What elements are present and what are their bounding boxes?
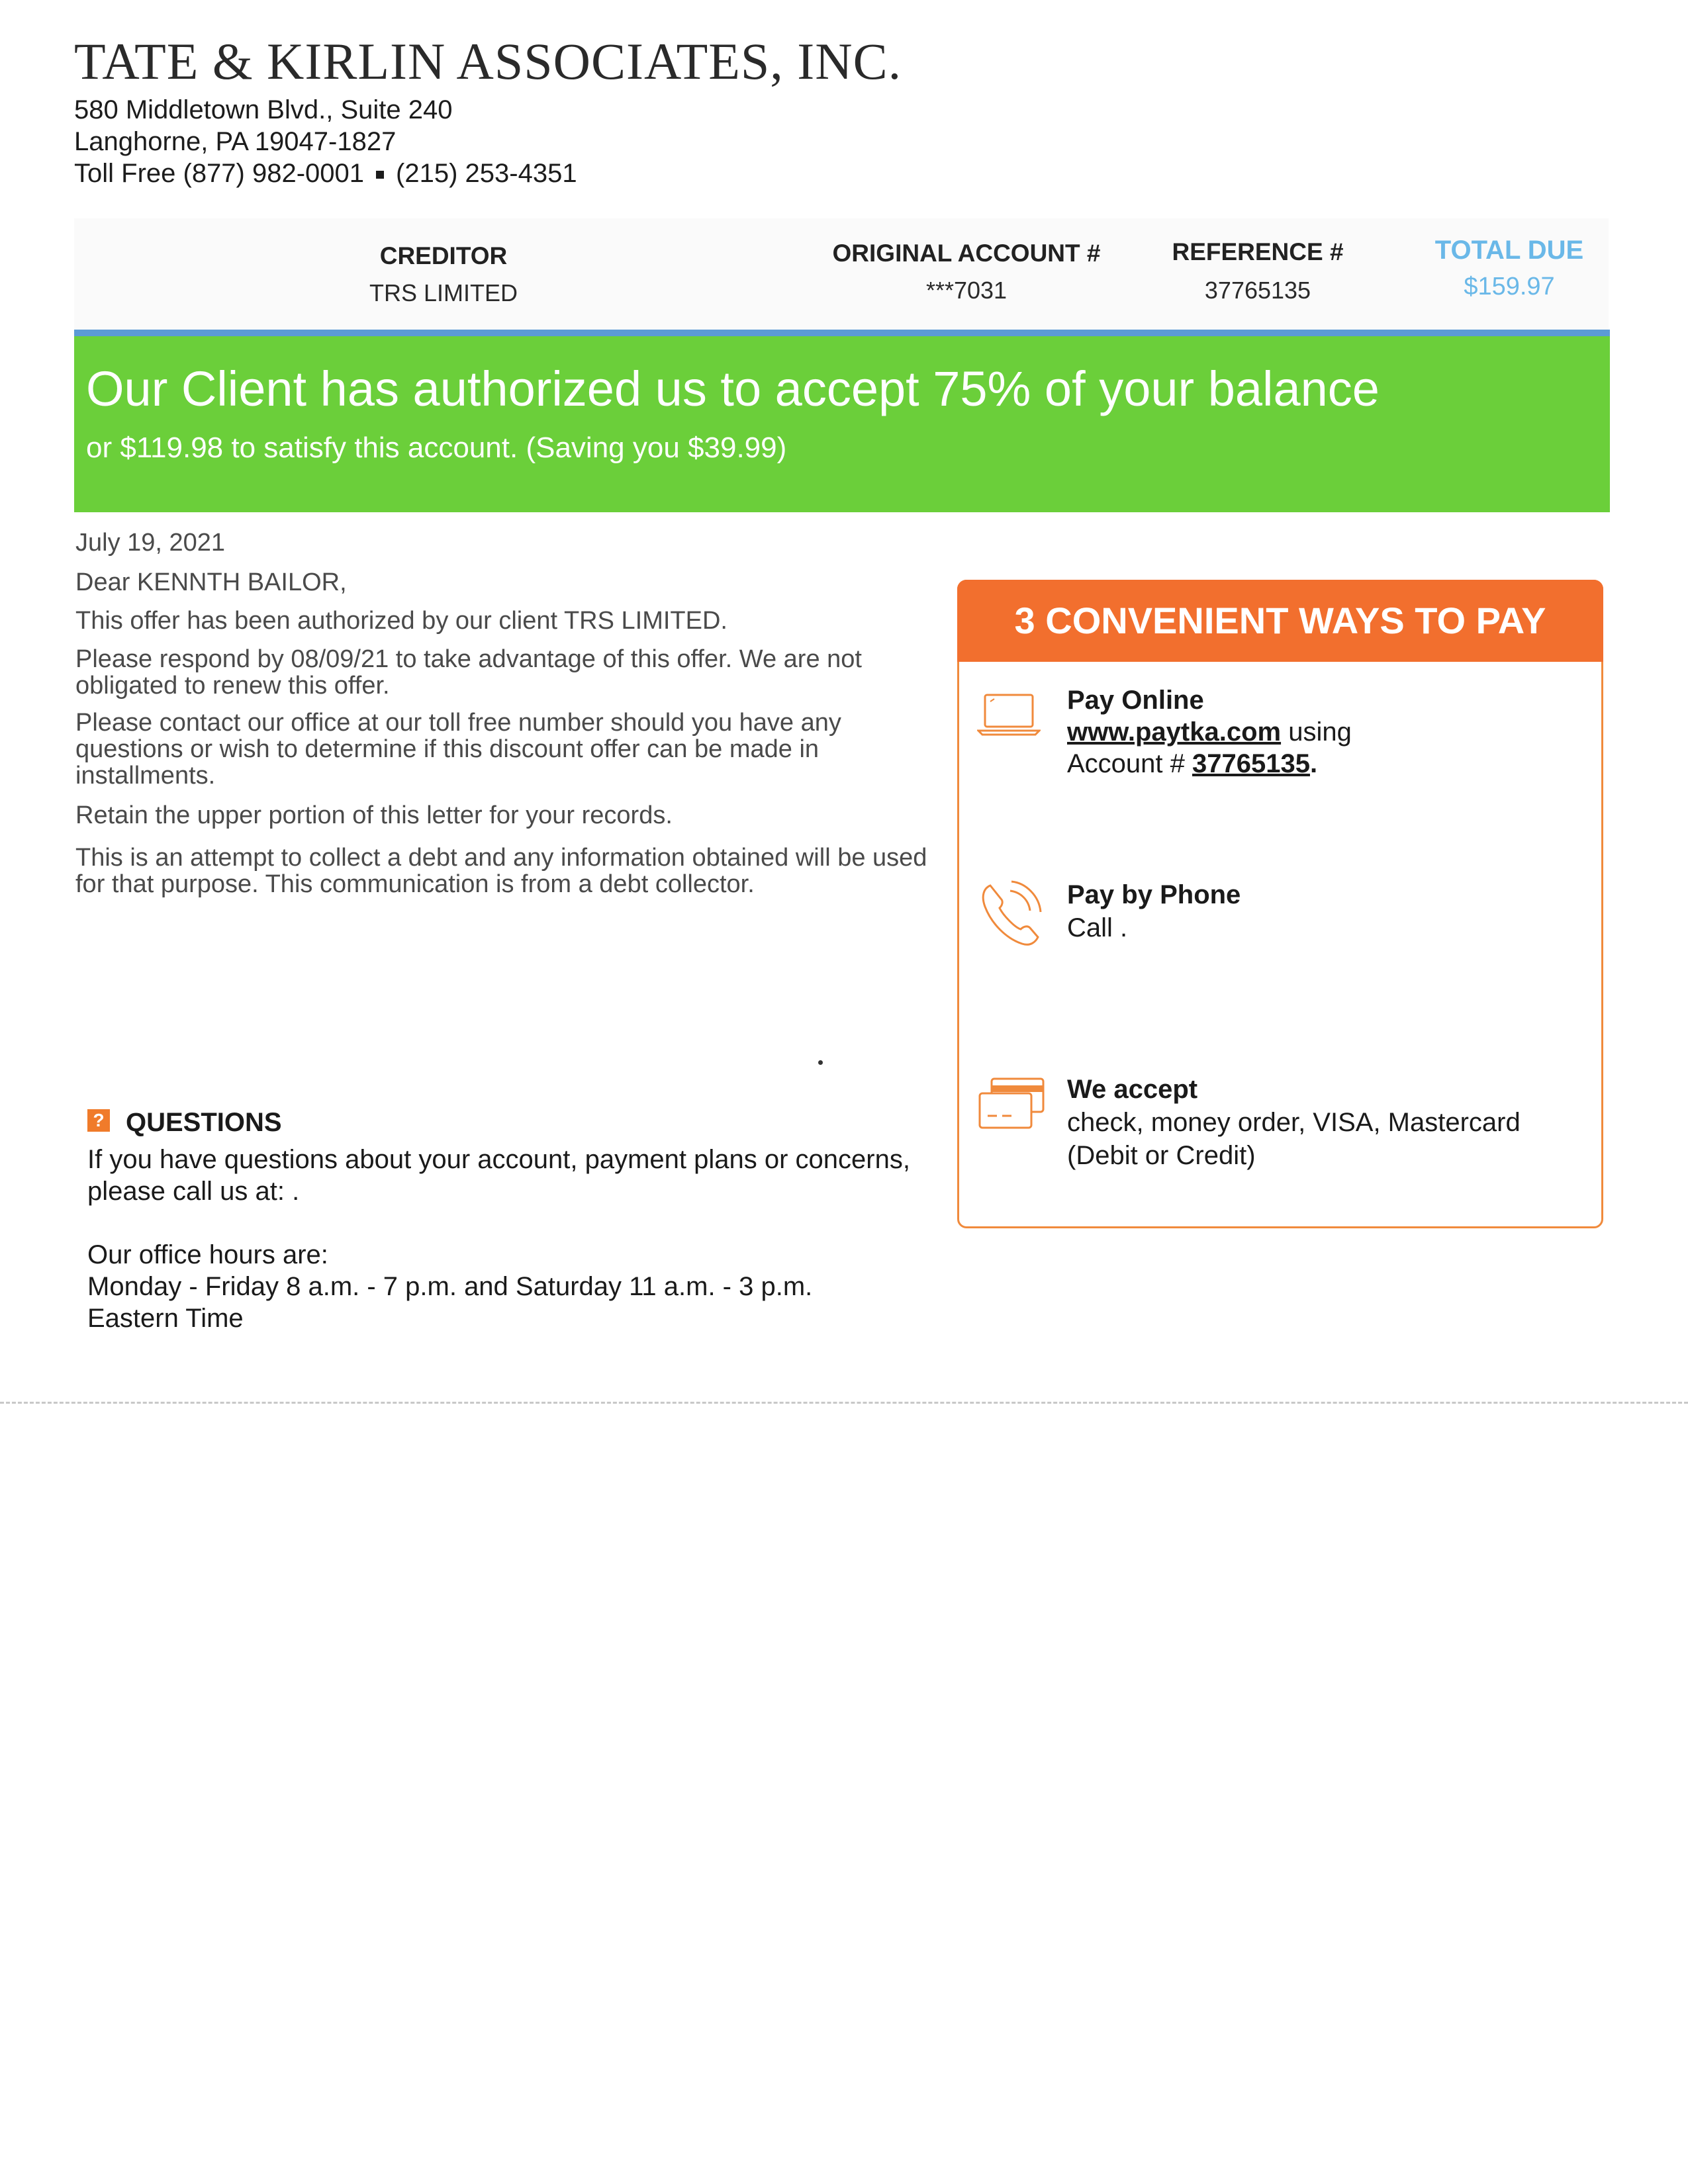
account-suffix: .	[1309, 749, 1318, 778]
local-phone: (215) 253-4351	[396, 159, 577, 188]
office-hours-label: Our office hours are:	[87, 1240, 328, 1269]
total-due-value: $159.97	[1464, 273, 1555, 300]
pay-online-title: Pay Online	[1067, 686, 1204, 715]
reference-value: 37765135	[1204, 277, 1311, 304]
letter-paragraph-4: Retain the upper portion of this letter for your records.	[75, 801, 673, 829]
we-accept-line-1: check, money order, VISA, Mastercard	[1067, 1108, 1521, 1137]
phone-line	[74, 159, 577, 189]
phone-icon	[977, 878, 1043, 948]
tollfree-phone: Toll Free (877) 982-0001	[74, 159, 365, 188]
office-hours-line-2: Eastern Time	[87, 1304, 244, 1333]
account-prefix: Account #	[1067, 749, 1185, 778]
stray-dot	[818, 1060, 823, 1065]
offer-subline: or $119.98 to satisfy this account. (Saving you $39.99)	[86, 432, 787, 464]
letter-paragraph-3: Please contact our office at our toll free number should you have any questions or wish to determine if this discount offer can be made in installments.	[75, 709, 841, 790]
address-line-2: Langhorne, PA 19047-1827	[74, 127, 397, 156]
pay-phone-text: Call .	[1067, 913, 1128, 942]
bullet-square-icon	[376, 171, 384, 179]
letter-date: July 19, 2021	[75, 529, 226, 557]
questions-text: If you have questions about your account, payment plans or concerns, please call us at: .	[87, 1145, 910, 1206]
company-name: TATE & KIRLIN ASSOCIATES, INC.	[74, 32, 902, 90]
pay-online-using: using	[1288, 717, 1352, 747]
account-info-band	[74, 218, 1609, 331]
pay-account-number: 37765135	[1192, 749, 1310, 778]
banner-rule	[74, 330, 1610, 336]
questions-title: QUESTIONS	[126, 1108, 282, 1137]
we-accept-line-2: (Debit or Credit)	[1067, 1141, 1256, 1170]
creditor-label: CREDITOR	[379, 242, 508, 269]
tear-line	[0, 1402, 1688, 1404]
paytka-link[interactable]: www.paytka.com	[1067, 717, 1282, 747]
letter-paragraph-2: Please respond by 08/09/21 to take advantage of this offer. We are not obligated to renew this offer.	[75, 645, 862, 700]
letter-paragraph-5: This is an attempt to collect a debt and any information obtained will be used for that purpose. This communication is from a debt collector.	[75, 844, 927, 898]
reference-label: REFERENCE #	[1172, 238, 1344, 265]
question-icon: ?	[87, 1109, 110, 1132]
original-account-value: ***7031	[925, 277, 1008, 304]
office-hours-line-1: Monday - Friday 8 a.m. - 7 p.m. and Saturday 11 a.m. - 3 p.m.	[87, 1272, 813, 1301]
pay-phone-title: Pay by Phone	[1067, 880, 1241, 909]
total-due-label: TOTAL DUE	[1434, 236, 1584, 265]
we-accept-title: We accept	[1067, 1075, 1198, 1104]
credit-card-icon	[977, 1076, 1046, 1130]
offer-headline: Our Client has authorized us to accept 75% of your balance	[86, 361, 1380, 416]
pay-online-account-line	[1067, 749, 1317, 779]
letter-salutation: Dear KENNTH BAILOR,	[75, 569, 347, 596]
pay-online-url-line	[1067, 717, 1352, 747]
creditor-value: TRS LIMITED	[369, 279, 518, 306]
ways-to-pay-header: 3 CONVENIENT WAYS TO PAY	[957, 580, 1603, 662]
letter-paragraph-1: This offer has been authorized by our client TRS LIMITED.	[75, 607, 727, 635]
address-line-1: 580 Middletown Blvd., Suite 240	[74, 95, 453, 124]
laptop-icon	[977, 692, 1041, 737]
original-account-label: ORIGINAL ACCOUNT #	[832, 240, 1101, 267]
office-hours	[87, 1239, 915, 1334]
